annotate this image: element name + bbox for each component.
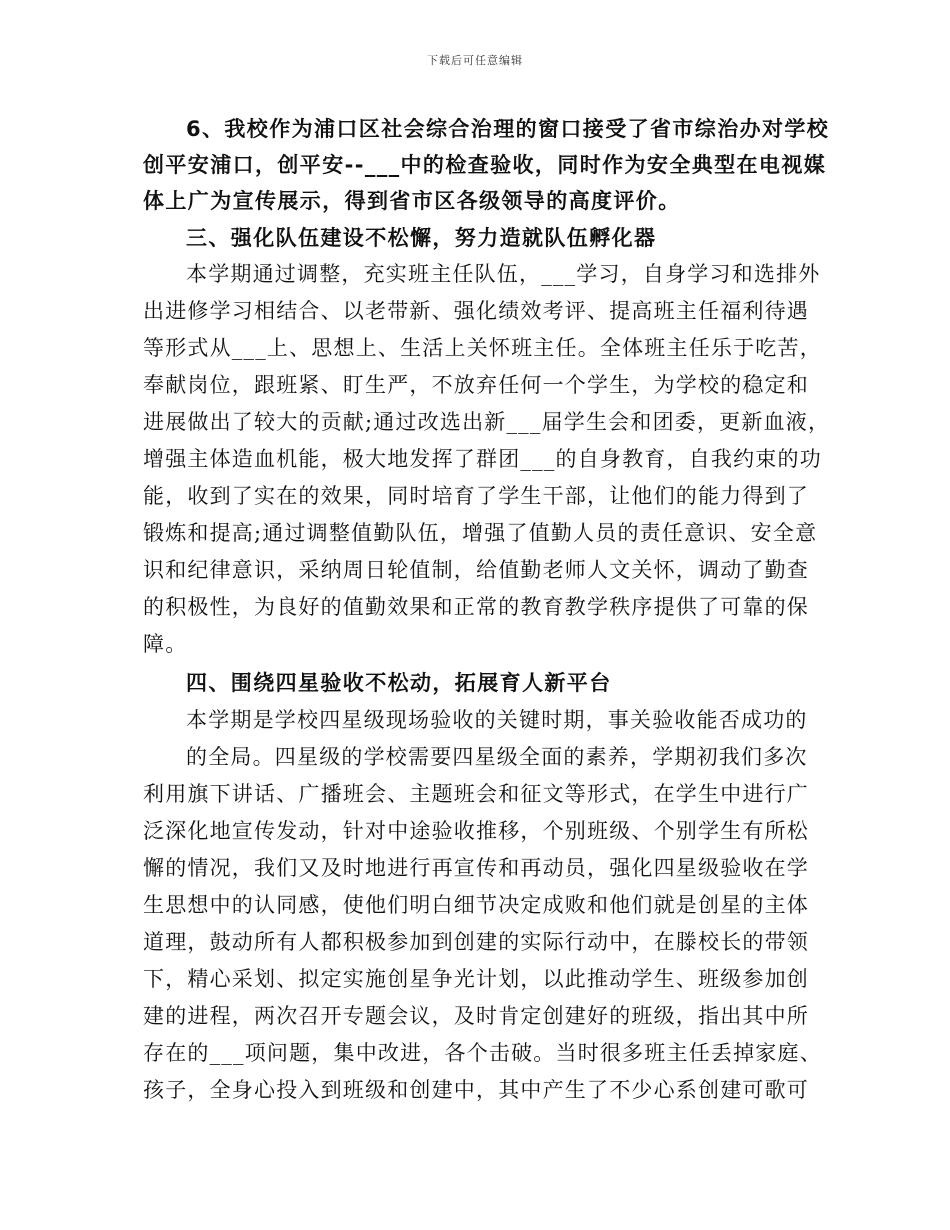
paragraph-line: 出进修学习相结合、以老带新、强化绩效考评、提高班主任福利待遇: [143, 299, 809, 323]
paragraph-line: 利用旗下讲话、广播班会、主题班会和征文等形式，在学生中进行广: [143, 782, 809, 806]
paragraph-line: 懈的情况，我们又及时地进行再宣传和再动员，强化四星级验收在学: [143, 856, 809, 880]
paragraph-line: 体上广为宣传展示，得到省市区各级领导的高度评价。: [143, 189, 681, 213]
paragraph-line: 奉献岗位，跟班紧、盯生严，不放弃任何一个学生，为学校的稳定和: [143, 373, 809, 397]
section-heading: 四、围绕四星验收不松动，拓展育人新平台: [186, 671, 612, 695]
page-header: 下载后可任意编辑: [427, 54, 523, 67]
paragraph-line: 6、我校作为浦口区社会综合治理的窗口接受了省市综治办对学校: [186, 117, 830, 141]
paragraph-line: 建的进程，两次召开专题会议，及时肯定创建好的班级，指出其中所: [143, 1004, 809, 1028]
paragraph-line: 创平安浦口，创平安--___中的检查验收，同时作为安全典型在电视媒: [143, 153, 827, 177]
section-heading: 三、强化队伍建设不松懈，努力造就队伍孵化器: [186, 226, 657, 250]
paragraph-line: 本学期是学校四星级现场验收的关键时期，事关验收能否成功的: [186, 708, 808, 732]
paragraph-line: 泛深化地宣传发动，针对中途验收推移，个别班级、个别学生有所松: [143, 819, 809, 843]
paragraph-line: 识和纪律意识，采纳周日轮值制，给值勤老师人文关怀，调动了勤查: [143, 558, 809, 582]
paragraph-line: 锻炼和提高;通过调整值勤队伍，增强了值勤人员的责任意识、安全意: [143, 521, 818, 545]
paragraph-line: 障。: [143, 632, 188, 656]
paragraph-line: 能，收到了实在的效果，同时培育了学生干部，让他们的能力得到了: [143, 484, 809, 508]
paragraph-line: 道理，鼓动所有人都积极参加到创建的实际行动中，在滕校长的带领: [143, 930, 809, 954]
paragraph-line: 的积极性，为良好的值勤效果和正常的教育教学秩序提供了可靠的保: [143, 595, 809, 619]
paragraph-line: 增强主体造血机能，极大地发挥了群团___的自身教育，自我约束的功: [143, 447, 822, 471]
paragraph-line: 本学期通过调整，充实班主任队伍，___学习，自身学习和选排外: [186, 262, 821, 286]
paragraph-line: 孩子，全身心投入到班级和创建中，其中产生了不少心系创建可歌可: [143, 1078, 809, 1102]
paragraph-line: 生思想中的认同感，使他们明白细节决定成败和他们就是创星的主体: [143, 893, 809, 917]
paragraph-line: 的全局。四星级的学校需要四星级全面的素养，学期初我们多次: [186, 745, 808, 769]
paragraph-line: 下，精心采划、拟定实施创星争光计划，以此推动学生、班级参加创: [143, 967, 809, 991]
paragraph-line: 进展做出了较大的贡献;通过改选出新___届学生会和团委，更新血液，: [143, 410, 831, 434]
paragraph-line: 等形式从___上、思想上、生活上关怀班主任。全体班主任乐于吃苦，: [143, 336, 822, 360]
paragraph-line: 存在的___项问题，集中改进，各个击破。当时很多班主任丢掉家庭、: [143, 1041, 822, 1065]
